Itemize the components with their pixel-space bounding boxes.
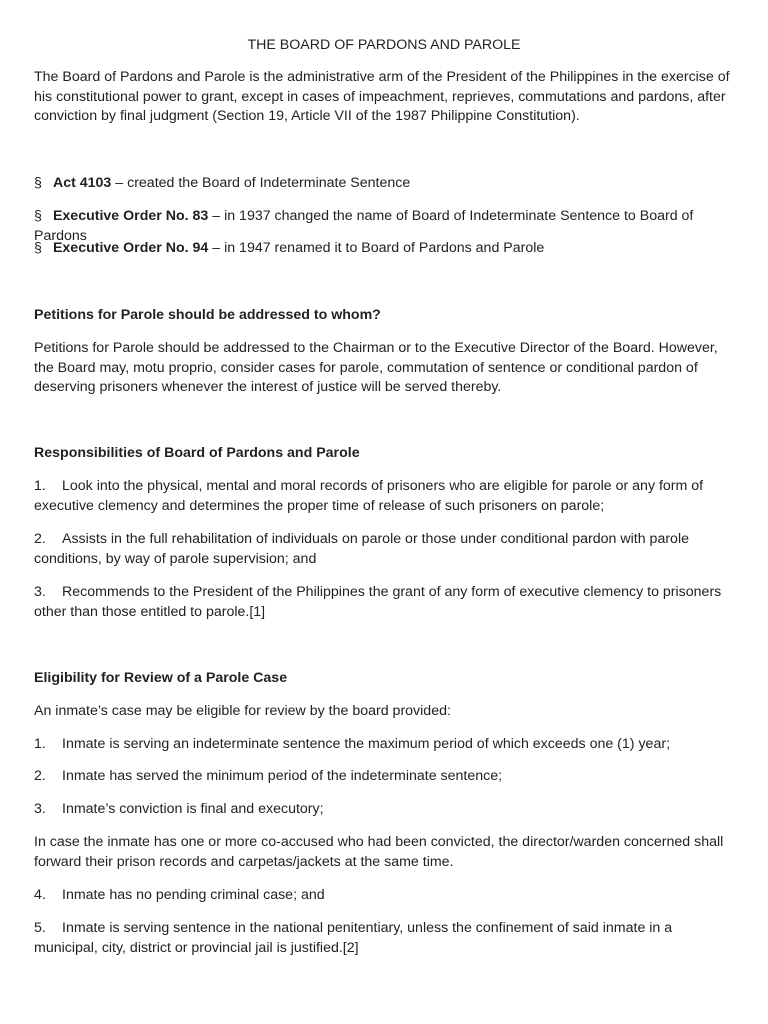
section-symbol: § [34, 175, 42, 191]
list-number: 1. [34, 478, 46, 494]
list-number: 1. [34, 736, 46, 752]
list-number: 2. [34, 531, 46, 547]
petitions-body: Petitions for Parole should be addressed to the Chairman or to the Executive Director of the Board. However, the Board may, motu proprio, consider cases for parole, commutation of sentence or conditional pardon of deserving prisoners whenever the interest of justice will be served thereby. [34, 340, 718, 395]
list-item [34, 583, 738, 622]
history-item-name: Act 4103 [52, 175, 112, 191]
eligibility-heading: Eligibility for Review of a Parole Case [34, 670, 288, 686]
list-text: Look into the physical, mental and moral records of prisoners who are eligible for parole or any form of executive clemency and determines the proper time of release of such prisoners on parole; [34, 478, 704, 514]
petitions-heading: Petitions for Parole should be addressed to whom? [34, 307, 381, 323]
eligibility-note: In case the inmate has one or more co-accused who had been convicted, the director/warden concerned shall forward their prison records and carpetas/jackets at the same time. [34, 834, 724, 870]
list-item [34, 767, 738, 787]
list-number: 3. [34, 801, 46, 817]
list-item [34, 477, 738, 516]
list-item [34, 735, 738, 755]
list-item [34, 800, 738, 820]
intro-paragraph: The Board of Pardons and Parole is the administrative arm of the President of the Philippines in the exercise of his constitutional power to grant, except in cases of impeachment, reprieves, commutations and pardons, after conviction by final judgment (Section 19, Article VII of the 1987 Philippine Constitution). [34, 69, 730, 124]
history-item-text: – in 1937 changed the name of Board of Indeterminate Sentence to Board of Pardons [34, 208, 694, 244]
history-item [34, 239, 738, 259]
list-text: Inmate has no pending criminal case; and [62, 887, 325, 903]
list-item [34, 530, 738, 569]
list-text: Inmate is serving an indeterminate sentence the maximum period of which exceeds one (1) year; [62, 736, 671, 752]
section-symbol: § [34, 240, 42, 256]
list-item [34, 919, 738, 958]
list-number: 3. [34, 584, 46, 600]
history-item [34, 174, 738, 194]
list-text: Inmate has served the minimum period of the indeterminate sentence; [62, 768, 503, 784]
list-number: 5. [34, 920, 46, 936]
list-text: Inmate is serving sentence in the national penitentiary, unless the confinement of said inmate in a municipal, city, district or provincial jail is justified.[2] [34, 920, 673, 956]
eligibility-intro: An inmate’s case may be eligible for review by the board provided: [34, 703, 451, 719]
history-item-name: Executive Order No. 94 [52, 240, 209, 256]
document-title: THE BOARD OF PARDONS AND PAROLE [247, 37, 521, 53]
history-item-text: – in 1947 renamed it to Board of Pardons and Parole [208, 240, 545, 256]
history-item-text: – created the Board of Indeterminate Sentence [111, 175, 411, 191]
list-text: Recommends to the President of the Philippines the grant of any form of executive clemency to prisoners other than those entitled to parole.[1] [34, 584, 722, 620]
list-item [34, 886, 738, 906]
list-text: Assists in the full rehabilitation of individuals on parole or those under conditional pardon with parole conditions, by way of parole supervision; and [34, 531, 689, 567]
history-item-name: Executive Order No. 83 [52, 208, 209, 224]
list-text: Inmate’s conviction is final and executory; [62, 801, 324, 817]
section-symbol: § [34, 208, 42, 224]
responsibilities-heading: Responsibilities of Board of Pardons and Parole [34, 445, 360, 461]
list-number: 2. [34, 768, 46, 784]
list-number: 4. [34, 887, 46, 903]
